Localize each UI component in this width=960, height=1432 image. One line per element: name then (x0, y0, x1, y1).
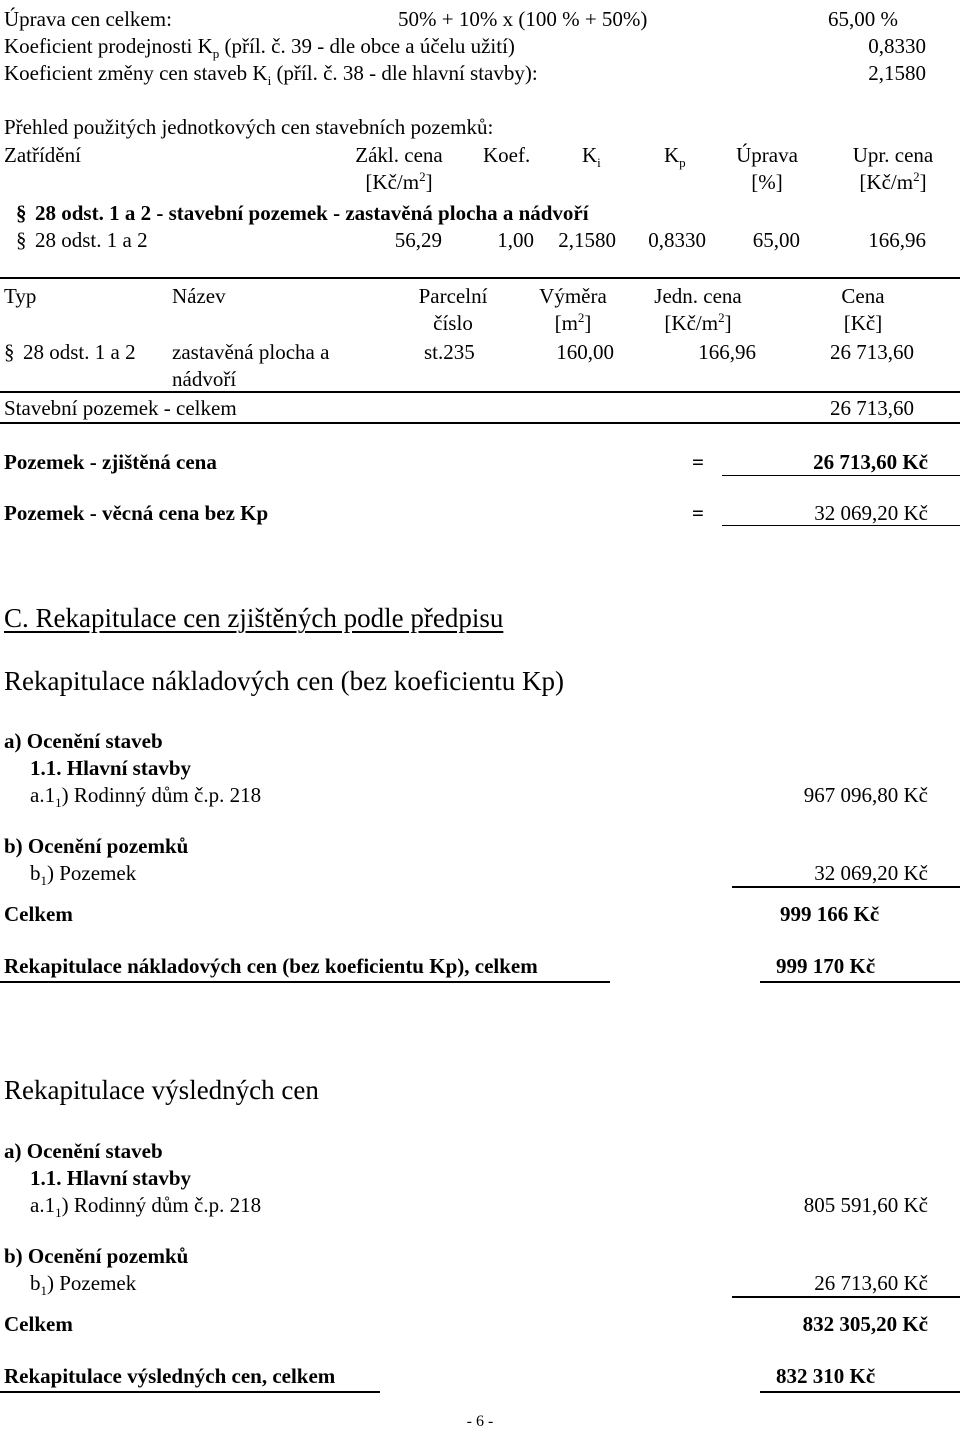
naklad-b-rule (732, 886, 960, 888)
col-parcelni: Parcelní (418, 284, 488, 308)
parcels-total-value: 26 713,60 (830, 396, 914, 420)
naklad-b-value: 32 069,20 Kč (814, 861, 928, 885)
vysled-final-rule-right (760, 1391, 960, 1393)
naklad-b-heading: b) Ocenění pozemků (4, 834, 189, 858)
parcel-row-jedn: 166,96 (698, 340, 756, 364)
vysled-b-heading: b) Ocenění pozemků (4, 1244, 189, 1268)
uprava-cen-label: Úprava cen celkem: (4, 7, 172, 31)
unit-row-kp: 0,8330 (648, 228, 706, 252)
col-koef: Koef. (483, 143, 531, 167)
col-vymera-unit: $[m^2]$ (554, 310, 592, 335)
col-cena: Cena (841, 284, 885, 308)
naklad-b-item: $b_1$) Pozemek (30, 861, 137, 889)
col-zakl-cena-unit: $[Kč/m^2]$ (365, 169, 433, 194)
vysled-title: Rekapitulace výsledných cen (4, 1075, 319, 1105)
parcel-row-parcel: st.235 (424, 340, 475, 364)
section-symbol: § (16, 201, 27, 225)
naklad-final-rule-right (760, 981, 960, 983)
parcel-row-nazev: zastavěná plocha a (172, 340, 330, 364)
parcels-mid-rule (0, 391, 960, 393)
vysled-a-item: $a.1_1$) Rodinný dům č.p. 218 (30, 1193, 262, 1221)
zjistena-cena-eq: = (692, 450, 704, 474)
parcels-bottom-rule (0, 422, 960, 424)
vysled-final-label: Rekapitulace výsledných cen, celkem (4, 1364, 336, 1388)
parcel-row-cena: 26 713,60 (830, 340, 914, 364)
naklad-final-label: Rekapitulace nákladových cen (bez koeficientu Kp), celkem (4, 954, 538, 978)
col-zakl-cena: Zákl. cena (355, 143, 443, 167)
col-jedn-cena-unit: $[Kč/m^2]$ (664, 310, 732, 335)
vecna-cena-eq: = (692, 501, 704, 525)
naklad-final-rule-left (0, 981, 610, 983)
section-symbol-row: § (16, 228, 27, 252)
vysled-final-value: 832 310 Kč (776, 1364, 876, 1388)
parcels-total-label: Stavební pozemek - celkem (4, 396, 237, 420)
page-number: - 6 - (466, 1413, 494, 1430)
col-upr-cena-unit: $[Kč/m^2]$ (859, 169, 927, 194)
koef-prodejnosti-value: 0,8330 (868, 34, 926, 58)
vecna-cena-label: Pozemek - věcná cena bez Kp (4, 501, 269, 525)
col-cena-unit: [Kč] (843, 311, 883, 335)
koef-zmeny-cen-label: Koeficient změny cen staveb $K_i$ (příl. č. 38 - dle hlavní stavby): (4, 61, 538, 89)
parcels-top-rule (0, 277, 960, 279)
zjistena-cena-label: Pozemek - zjištěná cena (4, 450, 217, 474)
naklad-a-heading: a) Ocenění staveb (4, 729, 163, 753)
unit-row-ki: 2,1580 (558, 228, 616, 252)
col-parcelni-2: číslo (433, 311, 473, 335)
vecna-cena-rule (722, 525, 960, 526)
parcel-row-nazev-2: nádvoří (172, 367, 237, 391)
naklad-a-value: 967 096,80 Kč (803, 783, 928, 807)
col-jedn-cena: Jedn. cena (654, 284, 742, 308)
vecna-cena-value: 32 069,20 Kč (814, 501, 928, 525)
naklad-celkem-label: Celkem (4, 902, 73, 926)
zjistena-cena-value: 26 713,60 Kč (813, 450, 928, 474)
col-vymera: Výměra (539, 284, 607, 308)
uprava-cen-value: 65,00 % (828, 7, 898, 31)
col-kp: $K_p$ (664, 143, 686, 171)
col-upr-cena: Upr. cena (852, 143, 934, 167)
vysled-b-rule (732, 1296, 960, 1298)
vysled-a-heading: a) Ocenění staveb (4, 1139, 163, 1163)
col-uprava: Úprava (736, 143, 798, 167)
col-zatrideni: Zatřídění (4, 143, 81, 167)
naklad-final-value: 999 170 Kč (776, 954, 876, 978)
unit-prices-title: Přehled použitých jednotkových cen stavebních pozemků: (4, 115, 494, 139)
col-ki: $K_i$ (582, 143, 601, 171)
naklad-celkem-value: 999 166 Kč (780, 902, 880, 926)
unit-row-upr: 166,96 (868, 228, 926, 252)
vysled-a-value: 805 591,60 Kč (803, 1193, 928, 1217)
vysled-celkem-value: 832 305,20 Kč (802, 1312, 928, 1336)
naklad-title: Rekapitulace nákladových cen (bez koeficientu Kp) (4, 666, 564, 696)
section-heading: 28 odst. 1 a 2 - stavební pozemek - zastavěná plocha a nádvoří (35, 201, 589, 225)
naklad-a-sub: 1.1. Hlavní stavby (30, 756, 192, 780)
unit-row-zakl: 56,29 (394, 228, 442, 252)
section-symbol-parcel: § (4, 340, 15, 364)
col-nazev: Název (172, 284, 226, 308)
unit-row-koef: 1,00 (497, 228, 534, 252)
unit-row-uprava: 65,00 (752, 228, 800, 252)
col-typ: Typ (4, 284, 37, 308)
section-c-title: C. Rekapitulace cen zjištěných podle předpisu (4, 603, 504, 633)
vysled-b-value: 26 713,60 Kč (814, 1271, 928, 1295)
col-uprava-unit: [%] (751, 170, 783, 194)
naklad-a-item: $a.1_1$) Rodinný dům č.p. 218 (30, 783, 262, 811)
vysled-final-rule-left (0, 1391, 380, 1393)
vysled-b-item: $b_1$) Pozemek (30, 1271, 137, 1299)
parcel-row-typ: 28 odst. 1 a 2 (23, 340, 136, 364)
koef-zmeny-cen-value: 2,1580 (868, 61, 926, 85)
unit-row-label: 28 odst. 1 a 2 (35, 228, 148, 252)
vysled-a-sub: 1.1. Hlavní stavby (30, 1166, 192, 1190)
koef-prodejnosti-label: Koeficient prodejnosti $K_p$ (příl. č. 39 - dle obce a účelu užití) (4, 34, 515, 62)
zjistena-cena-rule (722, 475, 960, 476)
vysled-celkem-label: Celkem (4, 1312, 73, 1336)
parcel-row-vymera: 160,00 (556, 340, 614, 364)
uprava-cen-formula: 50% + 10% x (100 % + 50%) (398, 7, 648, 31)
